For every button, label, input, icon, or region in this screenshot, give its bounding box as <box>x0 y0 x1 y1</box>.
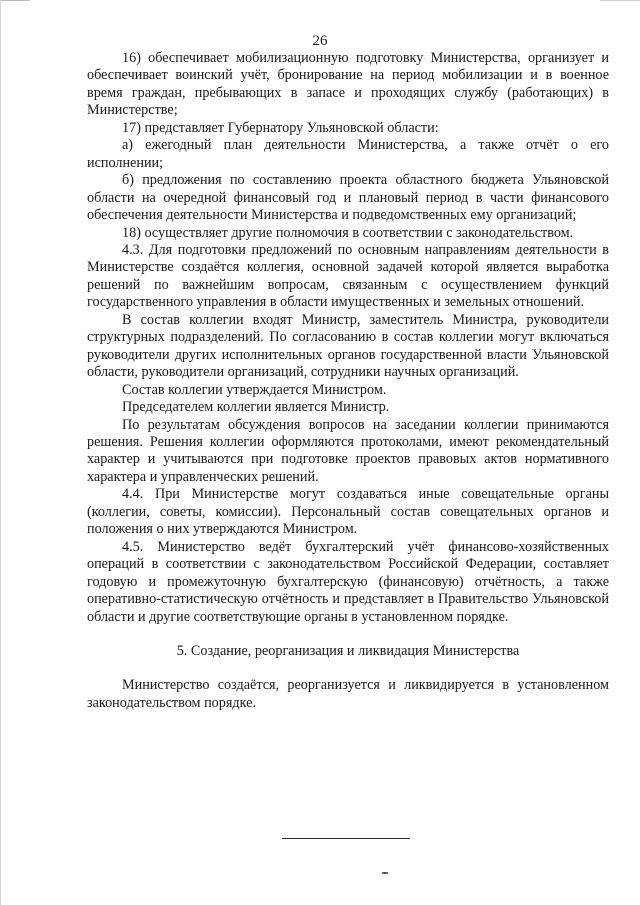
paragraph-board-chair: Председателем коллегии является Министр. <box>122 399 390 416</box>
paragraph-4-3: 4.3. Для подготовки предложений по основным направлениям деятельности в Министерстве создаётся коллегия, основной задачей которой является выработка решений по важнейшим вопросам, связанным с осуществлением функций государственного управления в области имущественных и земельных отношений. <box>87 241 609 311</box>
paragraph-board-decisions: По результатам обсуждения вопросов на заседании коллегии принимаются решения. Решения коллегии оформляются протоколами, имеют рекомендательный характер и учитываются при подготовке проектов правовых актов нормативного характера и управленческих решений. <box>87 416 609 485</box>
scan-artifact-mark <box>382 872 388 874</box>
scan-edge-top <box>0 0 640 1</box>
paragraph-item-16: 16) обеспечивает мобилизационную подготовку Министерства, организует и обеспечивает воинский учёт, бронирование на период мобилизации и в военное время граждан, пребывающих в запасе и проходящих службу (работающих) в Министерстве; <box>87 50 609 119</box>
paragraph-item-17: 17) представляет Губернатору Ульяновской области: <box>122 119 439 136</box>
paragraph-4-5: 4.5. Министерство ведёт бухгалтерский учёт финансово-хозяйственных операций в соответствии с законодательством Российской Федерации, составляет годовую и промежуточную бухгалтерскую (финансовую) отчётность, а также оперативно-статистическую отчётность и представляет в Правительство Ульяновской области и другие соответствующие органы в установленном порядке. <box>87 538 609 625</box>
paragraph-final: Министерство создаётся, реорганизуется и ликвидируется в установленном законодательством порядке. <box>87 677 609 711</box>
paragraph-subitem-b: б) предложения по составлению проекта областного бюджета Ульяновской области на очередной финансовый год и плановый период в части финансового обеспечения деятельности Министерства и подведомственных ему организаций; <box>87 172 609 224</box>
paragraph-item-18: 18) осуществляет другие полномочия в соответствии с законодательством. <box>122 224 574 241</box>
document-body <box>87 50 609 712</box>
paragraph-subitem-a: а) ежегодный план деятельности Министерства, а также отчёт о его исполнении; <box>87 137 609 171</box>
paragraph-board-composition: В состав коллегии входят Министр, заместитель Министра, руководители структурных подразделений. По согласованию в состав коллегии могут включаться руководители других исполнительных органов государственной власти Ульяновской области, руководители организаций, сотрудники научных организаций. <box>87 311 609 381</box>
footer-divider <box>282 838 410 839</box>
paragraph-4-4: 4.4. При Министерстве могут создаваться иные совещательные органы (коллегии, советы, комиссии). Персональный состав совещательных органов и положения о них утверждаются Министром. <box>87 486 609 538</box>
paragraph-board-approval: Состав коллегии утверждается Министром. <box>122 381 387 398</box>
page-number: 26 <box>312 33 328 49</box>
section-heading: 5. Создание, реорганизация и ликвидация Министерства <box>176 642 520 659</box>
scan-edge-left <box>0 0 1 905</box>
